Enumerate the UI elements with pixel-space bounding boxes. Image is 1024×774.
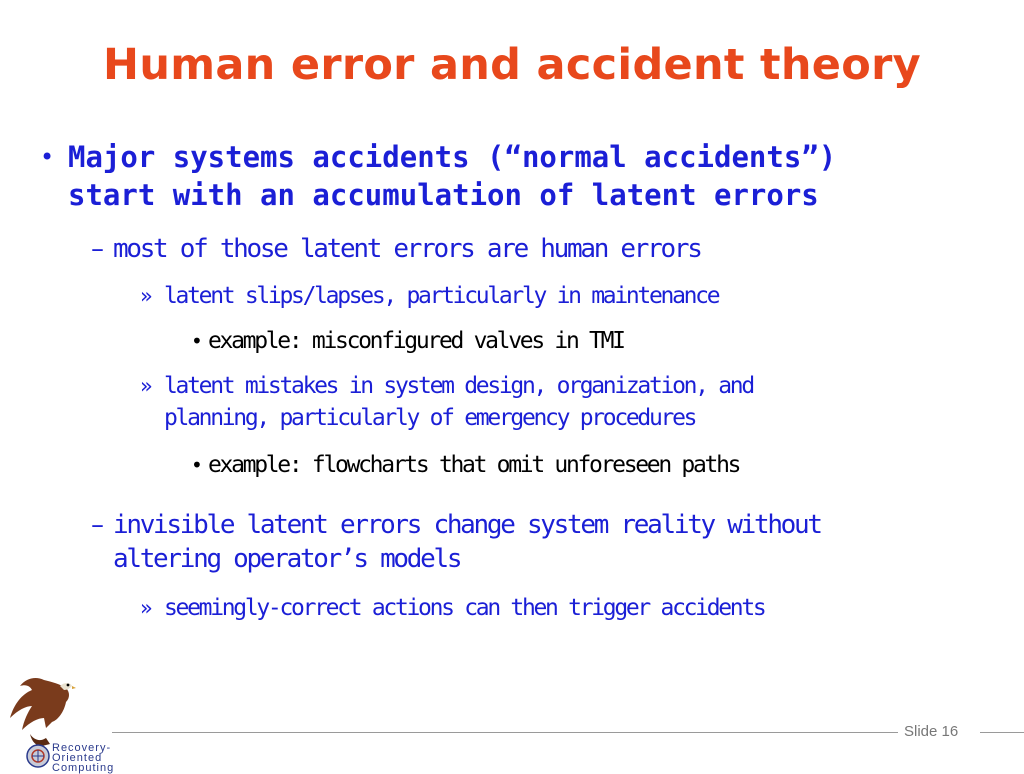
- sub-bullet-line-2: altering operator’s models: [113, 544, 461, 574]
- logo-text-computing: Computing: [52, 762, 115, 774]
- slide-number: Slide 16: [904, 723, 959, 740]
- bullet-marker: •: [191, 453, 203, 477]
- sub-bullet-latent-errors: [91, 232, 701, 266]
- item-line-2: planning, particularly of emergency procedures: [164, 405, 696, 431]
- dash-marker: –: [91, 510, 102, 540]
- bullet-marker: •: [40, 143, 55, 171]
- item-seemingly-correct: [140, 592, 765, 624]
- example-text: example: misconfigured valves in TMI: [208, 328, 624, 354]
- dash-marker: –: [91, 234, 102, 264]
- logo-text-oriented: Oriented: [52, 752, 103, 764]
- footer-divider: [112, 732, 898, 733]
- item-slips-lapses: [140, 280, 719, 312]
- main-bullet-line-2: start with an accumulation of latent errors: [68, 178, 819, 212]
- chevron-marker: »: [140, 284, 153, 308]
- main-bullet-line-1: Major systems accidents (“normal accidents”): [68, 140, 837, 174]
- item-line-1: latent mistakes in system design, organization, and: [164, 373, 753, 399]
- example-flowcharts: [191, 449, 740, 481]
- sub-bullet-invisible-errors: [91, 508, 821, 576]
- slide-title: Human error and accident theory: [103, 40, 921, 90]
- main-bullet: [40, 138, 1008, 214]
- item-latent-mistakes: [140, 370, 753, 434]
- example-text: example: flowcharts that omit unforeseen paths: [208, 452, 740, 478]
- example-tmi: [191, 325, 624, 357]
- logo-text-recovery: Recovery-: [52, 742, 112, 754]
- chevron-marker: »: [140, 374, 153, 398]
- footer-divider-right: [980, 732, 1024, 733]
- sub-bullet-text: most of those latent errors are human errors: [113, 234, 701, 264]
- chevron-marker: »: [140, 596, 153, 620]
- item-text: latent slips/lapses, particularly in maintenance: [164, 283, 719, 309]
- item-text: seemingly-correct actions can then trigger accidents: [164, 595, 765, 621]
- sub-bullet-line-1: invisible latent errors change system reality without: [113, 510, 821, 540]
- bullet-marker: •: [191, 329, 203, 353]
